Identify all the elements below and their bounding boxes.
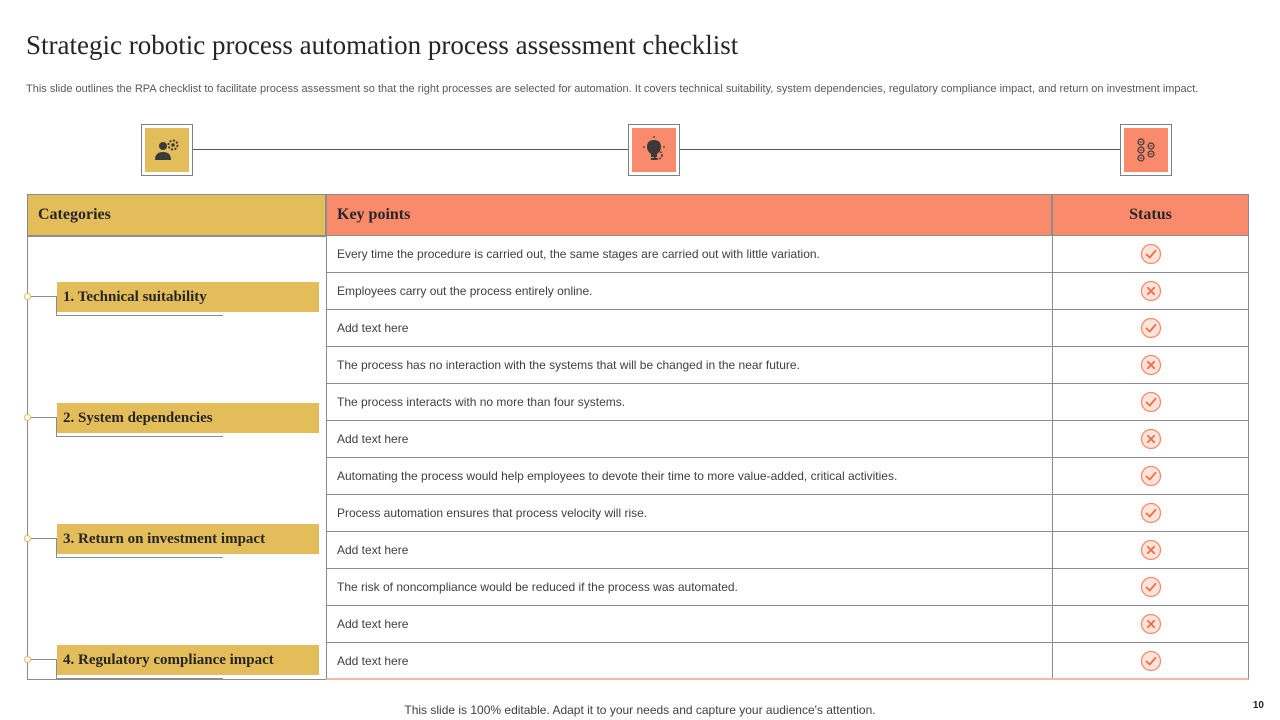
status-cell xyxy=(1053,532,1249,568)
connector-line xyxy=(193,149,628,150)
icon-frame xyxy=(141,124,193,176)
bullet-dot-icon xyxy=(24,535,31,542)
checklist-icon xyxy=(1131,135,1161,165)
cross-icon xyxy=(1140,354,1162,376)
status-cell xyxy=(1053,347,1249,383)
header-categories: Categories xyxy=(27,194,326,236)
key-point-text: Add text here xyxy=(337,617,409,631)
page-subtitle: This slide outlines the RPA checklist to facilitate process assessment so that the right processes are selected for automation. It covers technical suitability, system dependencies, regulatory compliance impact, and return on investment impact. xyxy=(26,83,1199,95)
status-cell xyxy=(1053,384,1249,420)
check-icon xyxy=(1140,317,1162,339)
check-icon xyxy=(1140,391,1162,413)
table-row xyxy=(326,384,1249,421)
person-gear-icon xyxy=(152,135,182,165)
header-key-points: Key points xyxy=(326,194,1052,236)
category-label: 2. System dependencies xyxy=(57,403,319,433)
bullet-dot-icon xyxy=(24,293,31,300)
status-cell xyxy=(1053,458,1249,494)
key-point-text: Every time the procedure is carried out, the same stages are carried out with little variation. xyxy=(337,247,820,261)
header-status: Status xyxy=(1052,194,1249,236)
table-row xyxy=(326,310,1249,347)
key-point-text: Add text here xyxy=(337,543,409,557)
key-point-text: The process has no interaction with the systems that will be changed in the near future. xyxy=(337,358,800,372)
table-row xyxy=(326,273,1249,310)
key-point-text: Employees carry out the process entirely online. xyxy=(337,284,593,298)
table-row xyxy=(326,458,1249,495)
table-row xyxy=(326,421,1249,458)
category-item xyxy=(28,645,327,679)
categories-column xyxy=(27,236,326,680)
key-point-text: The risk of noncompliance would be reduced if the process was automated. xyxy=(337,580,738,594)
table-row xyxy=(326,236,1249,273)
table-row xyxy=(326,532,1249,569)
key-point-text: Process automation ensures that process velocity will rise. xyxy=(337,506,648,520)
cross-icon xyxy=(1140,280,1162,302)
status-cell xyxy=(1053,569,1249,605)
check-icon xyxy=(1140,650,1162,672)
table-row xyxy=(326,606,1249,643)
connector-line xyxy=(680,149,1120,150)
table-row xyxy=(326,495,1249,532)
check-icon xyxy=(1140,502,1162,524)
icon-frame xyxy=(1120,124,1172,176)
bullet-dot-icon xyxy=(24,656,31,663)
key-point-text: Add text here xyxy=(337,432,409,446)
status-cell xyxy=(1053,310,1249,346)
status-cell xyxy=(1053,606,1249,642)
category-label: 4. Regulatory compliance impact xyxy=(57,645,319,675)
key-point-text: Add text here xyxy=(337,321,409,335)
key-point-text: Automating the process would help employees to devote their time to more value-added, critical activities. xyxy=(337,469,898,483)
key-point-text: The process interacts with no more than four systems. xyxy=(337,395,626,409)
status-cell xyxy=(1053,643,1249,679)
check-icon xyxy=(1140,243,1162,265)
category-item xyxy=(28,524,327,558)
key-point-text: Add text here xyxy=(337,654,409,668)
category-item xyxy=(28,403,327,437)
lightbulb-gear-icon xyxy=(639,135,669,165)
cross-icon xyxy=(1140,428,1162,450)
category-item xyxy=(28,282,327,316)
table-row xyxy=(326,643,1249,680)
footer-note: This slide is 100% editable. Adapt it to your needs and capture your audience's attention. xyxy=(404,703,876,717)
table-row xyxy=(326,569,1249,606)
status-cell xyxy=(1053,495,1249,531)
check-icon xyxy=(1140,576,1162,598)
status-cell xyxy=(1053,421,1249,457)
check-icon xyxy=(1140,465,1162,487)
bullet-dot-icon xyxy=(24,414,31,421)
icon-frame xyxy=(628,124,680,176)
status-cell xyxy=(1053,273,1249,309)
status-cell xyxy=(1053,236,1249,272)
cross-icon xyxy=(1140,539,1162,561)
category-label: 3. Return on investment impact xyxy=(57,524,319,554)
category-label: 1. Technical suitability xyxy=(57,282,319,312)
table-row xyxy=(326,347,1249,384)
cross-icon xyxy=(1140,613,1162,635)
page-number: 10 xyxy=(1252,700,1264,711)
page-title: Strategic robotic process automation process assessment checklist xyxy=(26,30,739,60)
